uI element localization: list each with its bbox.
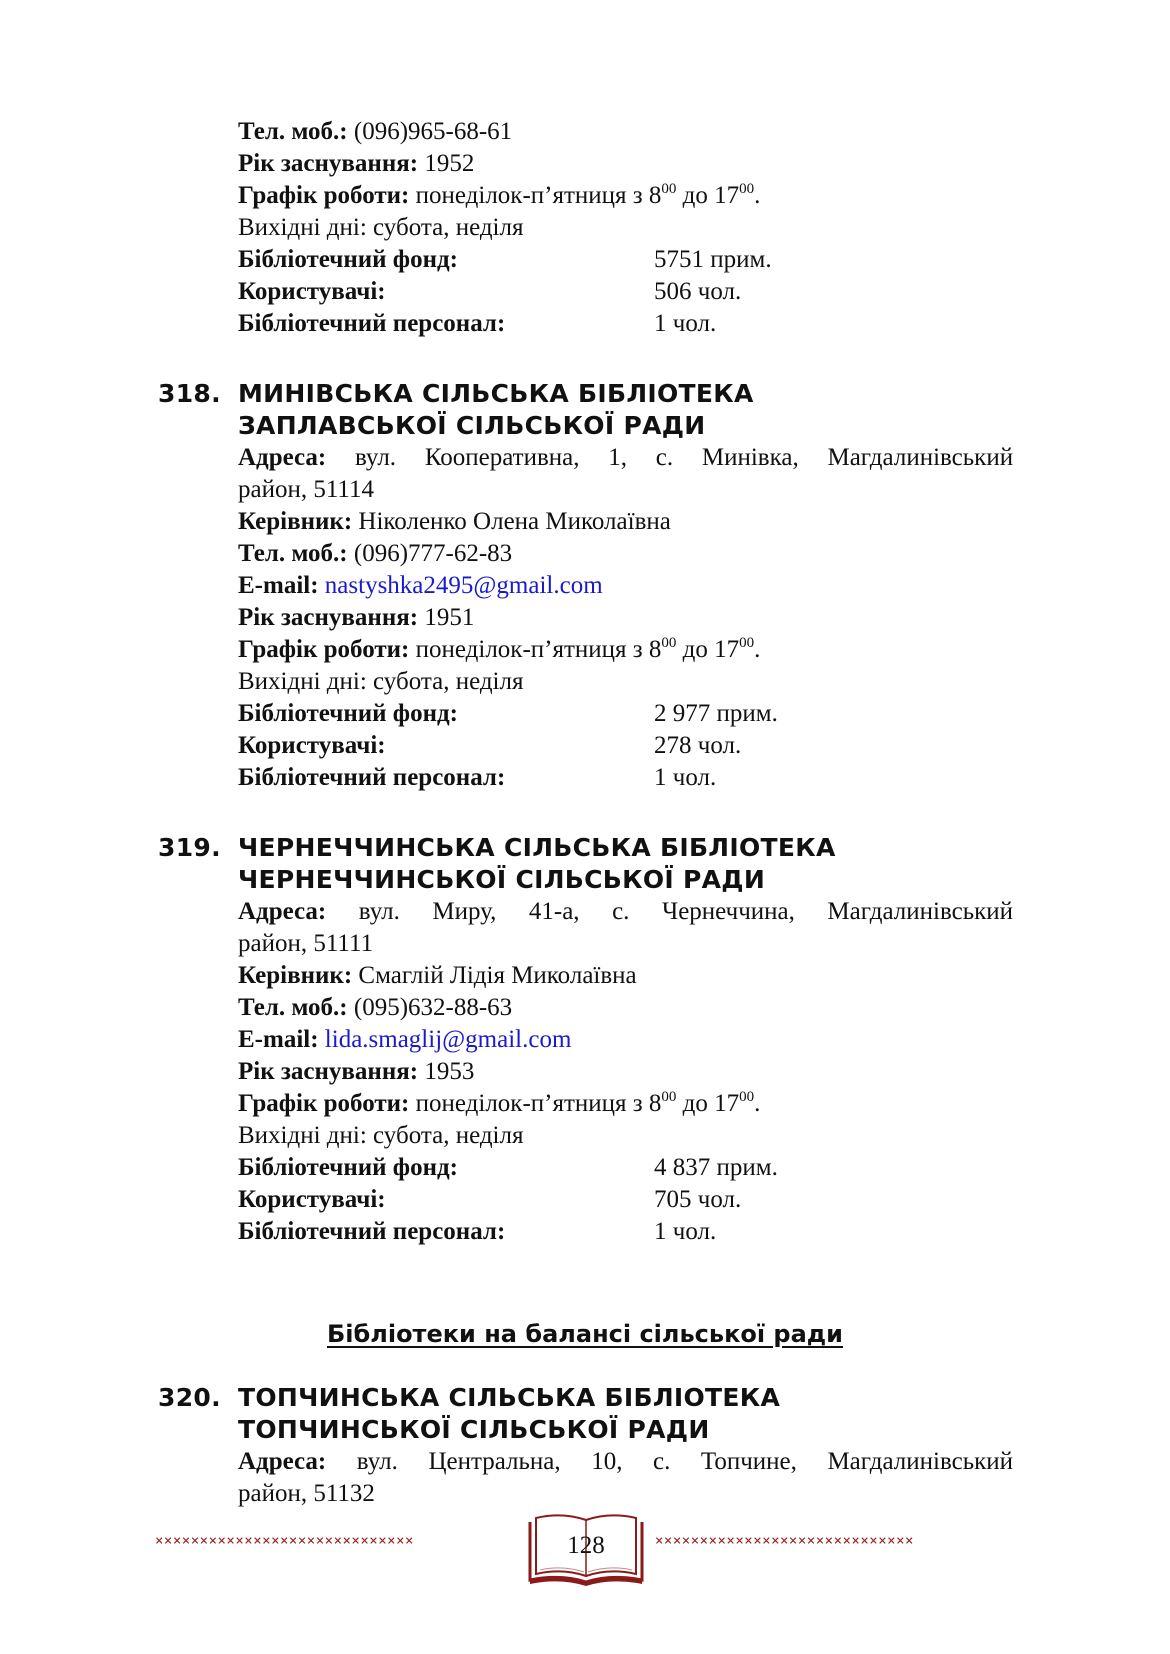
prev-phone-line: Тел. моб.: (096)965-68-61 bbox=[238, 118, 513, 145]
address-line: Адреса: вул. Миру, 41-а, с. Чернеччина, Магдалинівський bbox=[238, 898, 1014, 925]
page-content bbox=[158, 116, 1014, 1510]
prev-staff-row: Бібліотечний персонал: 1 чол. bbox=[238, 310, 717, 337]
decorative-border-left: ××××××××××××××××××××××××××××× bbox=[155, 1534, 414, 1548]
users-row: Користувачі: 278 чол. bbox=[238, 732, 742, 759]
prev-founded-line: Рік заснування: 1952 bbox=[238, 150, 475, 177]
email-link[interactable]: nastyshka2495@gmail.com bbox=[324, 572, 603, 599]
schedule-line: Графік роботи: понеділок-п’ятниця з $8^{00}$ до $17^{00}$. bbox=[238, 1088, 761, 1117]
staff-row: Бібліотечний персонал: 1 чол. bbox=[238, 1218, 717, 1245]
fund-row: Бібліотечний фонд: 4 837 прим. bbox=[238, 1154, 778, 1181]
section-title: Бібліотеки на балансі сільської ради bbox=[326, 1320, 843, 1348]
library-entry bbox=[158, 832, 1014, 1248]
prev-days-off: Вихідні дні: субота, неділя bbox=[238, 214, 524, 241]
page-number: 128 bbox=[567, 1532, 605, 1559]
address-line-2: район, 51111 bbox=[238, 930, 374, 957]
head-line: Керівник: Смаглій Лідія Миколаївна bbox=[238, 962, 637, 989]
prev-users-row: Користувачі: 506 чол. bbox=[238, 278, 742, 305]
founded-line: Рік заснування: 1953 bbox=[238, 1058, 475, 1085]
schedule-line: Графік роботи: понеділок-п’ятниця з $8^{00}$ до $17^{00}$. bbox=[238, 634, 761, 663]
users-row: Користувачі: 705 чол. bbox=[238, 1186, 742, 1213]
days-off-line: Вихідні дні: субота, неділя bbox=[238, 1122, 524, 1149]
address-line: Адреса: вул. Кооперативна, 1, с. Минівка, Магдалинівський bbox=[238, 444, 1014, 471]
address-line-2: район, 51132 bbox=[238, 1480, 375, 1507]
entry-title: 318. МИНІВСЬКА СІЛЬСЬКА БІБЛІОТЕКА ЗАПЛАВСЬКОЇ СІЛЬСЬКОЇ РАДИ bbox=[158, 379, 754, 440]
address-line-2: район, 51114 bbox=[238, 476, 374, 503]
prev-schedule-line: Графік роботи: понеділок-п’ятниця з $8^{00}$ до $17^{00}$. bbox=[238, 180, 761, 209]
address-line: Адреса: вул. Центральна, 10, с. Топчине, Магдалинівський bbox=[238, 1448, 1014, 1475]
email-line: E-mail: nastyshka2495@gmail.com bbox=[238, 572, 603, 599]
entry-number: 318. bbox=[158, 379, 221, 408]
entry-number: 319. bbox=[158, 833, 221, 862]
founded-line: Рік заснування: 1951 bbox=[238, 604, 475, 631]
entry-title: 319. ЧЕРНЕЧЧИНСЬКА СІЛЬСЬКА БІБЛІОТЕКА ЧЕРНЕЧЧИНСЬКОЇ СІЛЬСЬКОЇ РАДИ bbox=[158, 833, 836, 894]
days-off-line: Вихідні дні: субота, неділя bbox=[238, 668, 524, 695]
fund-row: Бібліотечний фонд: 2 977 прим. bbox=[238, 700, 778, 727]
email-line: E-mail: lida.smaglij@gmail.com bbox=[238, 1026, 572, 1053]
staff-row: Бібліотечний персонал: 1 чол. bbox=[238, 764, 717, 791]
library-entry bbox=[158, 1382, 1014, 1510]
page-footer bbox=[0, 1510, 1170, 1610]
entry-title: 320. ТОПЧИНСЬКА СІЛЬСЬКА БІБЛІОТЕКА ТОПЧИНСЬКОЇ СІЛЬСЬКОЇ РАДИ bbox=[158, 1383, 781, 1444]
prev-fund-row: Бібліотечний фонд: 5751 прим. bbox=[238, 246, 772, 273]
phone-line: Тел. моб.: (095)632-88-63 bbox=[238, 994, 513, 1021]
entry-number: 320. bbox=[158, 1383, 221, 1412]
phone-line: Тел. моб.: (096)777-62-83 bbox=[238, 540, 513, 567]
head-line: Керівник: Ніколенко Олена Миколаївна bbox=[238, 508, 671, 535]
library-entry bbox=[158, 378, 1014, 794]
decorative-border-right: ××××××××××××××××××××××××××××× bbox=[655, 1534, 914, 1548]
email-link[interactable]: lida.smaglij@gmail.com bbox=[324, 1026, 572, 1053]
